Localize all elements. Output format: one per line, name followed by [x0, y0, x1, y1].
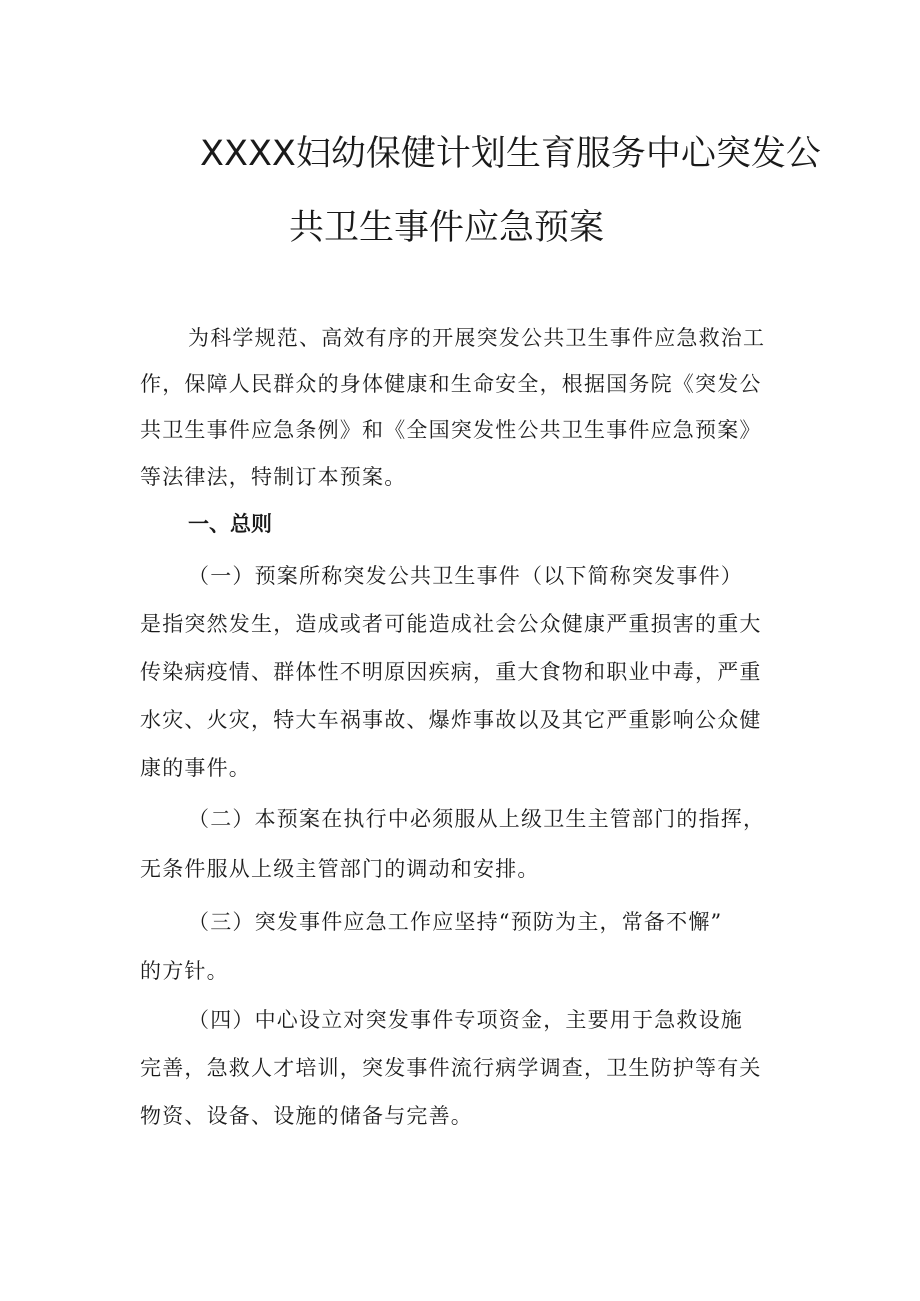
clause1-line-5: 康的事件。	[140, 756, 251, 780]
clause1-line-2: 是指突然发生，造成或者可能造成社会公众健康严重损害的重大	[140, 612, 762, 636]
intro-line-1: 为科学规范、高效有序的开展突发公共卫生事件应急救治工	[188, 326, 766, 350]
clause1-line-3: 传染病疫情、群体性不明原因疾病，重大食物和职业中毒，严重	[140, 660, 762, 684]
clause3-line-1: （三）突发事件应急工作应坚持“预防为主，常备不懈”	[188, 910, 723, 934]
clause3-line-2: 的方针。	[140, 959, 229, 983]
document-title-line-2: 共卫生事件应急预案	[289, 208, 605, 248]
clause4-line-3: 物资、设备、设施的储备与完善。	[140, 1104, 473, 1128]
intro-line-3: 共卫生事件应急条例》和《全国突发性公共卫生事件应急预案》	[140, 418, 762, 442]
clause2-line-2: 无条件服从上级主管部门的调动和安排。	[140, 857, 540, 881]
section-heading-general: 一、总则	[188, 512, 272, 536]
clause1-line-4: 水灾、火灾，特大车祸事故、爆炸事故以及其它严重影响公众健	[140, 708, 762, 732]
intro-line-4: 等法律法，特制订本预案。	[140, 465, 407, 489]
clause4-line-2: 完善，急救人才培训，突发事件流行病学调查，卫生防护等有关	[140, 1056, 762, 1080]
clause1-line-1: （一）预案所称突发公共卫生事件（以下简称突发事件）	[188, 564, 743, 588]
clause4-line-1: （四）中心设立对突发事件专项资金，主要用于急救设施	[188, 1008, 743, 1032]
intro-line-2: 作，保障人民群众的身体健康和生命安全，根据国务院《突发公	[140, 372, 762, 396]
clause2-line-1: （二）本预案在执行中必须服从上级卫生主管部门的指挥，	[188, 807, 766, 831]
document-title-line-1: XXXX妇幼保健计划生育服务中心突发公	[200, 134, 821, 174]
